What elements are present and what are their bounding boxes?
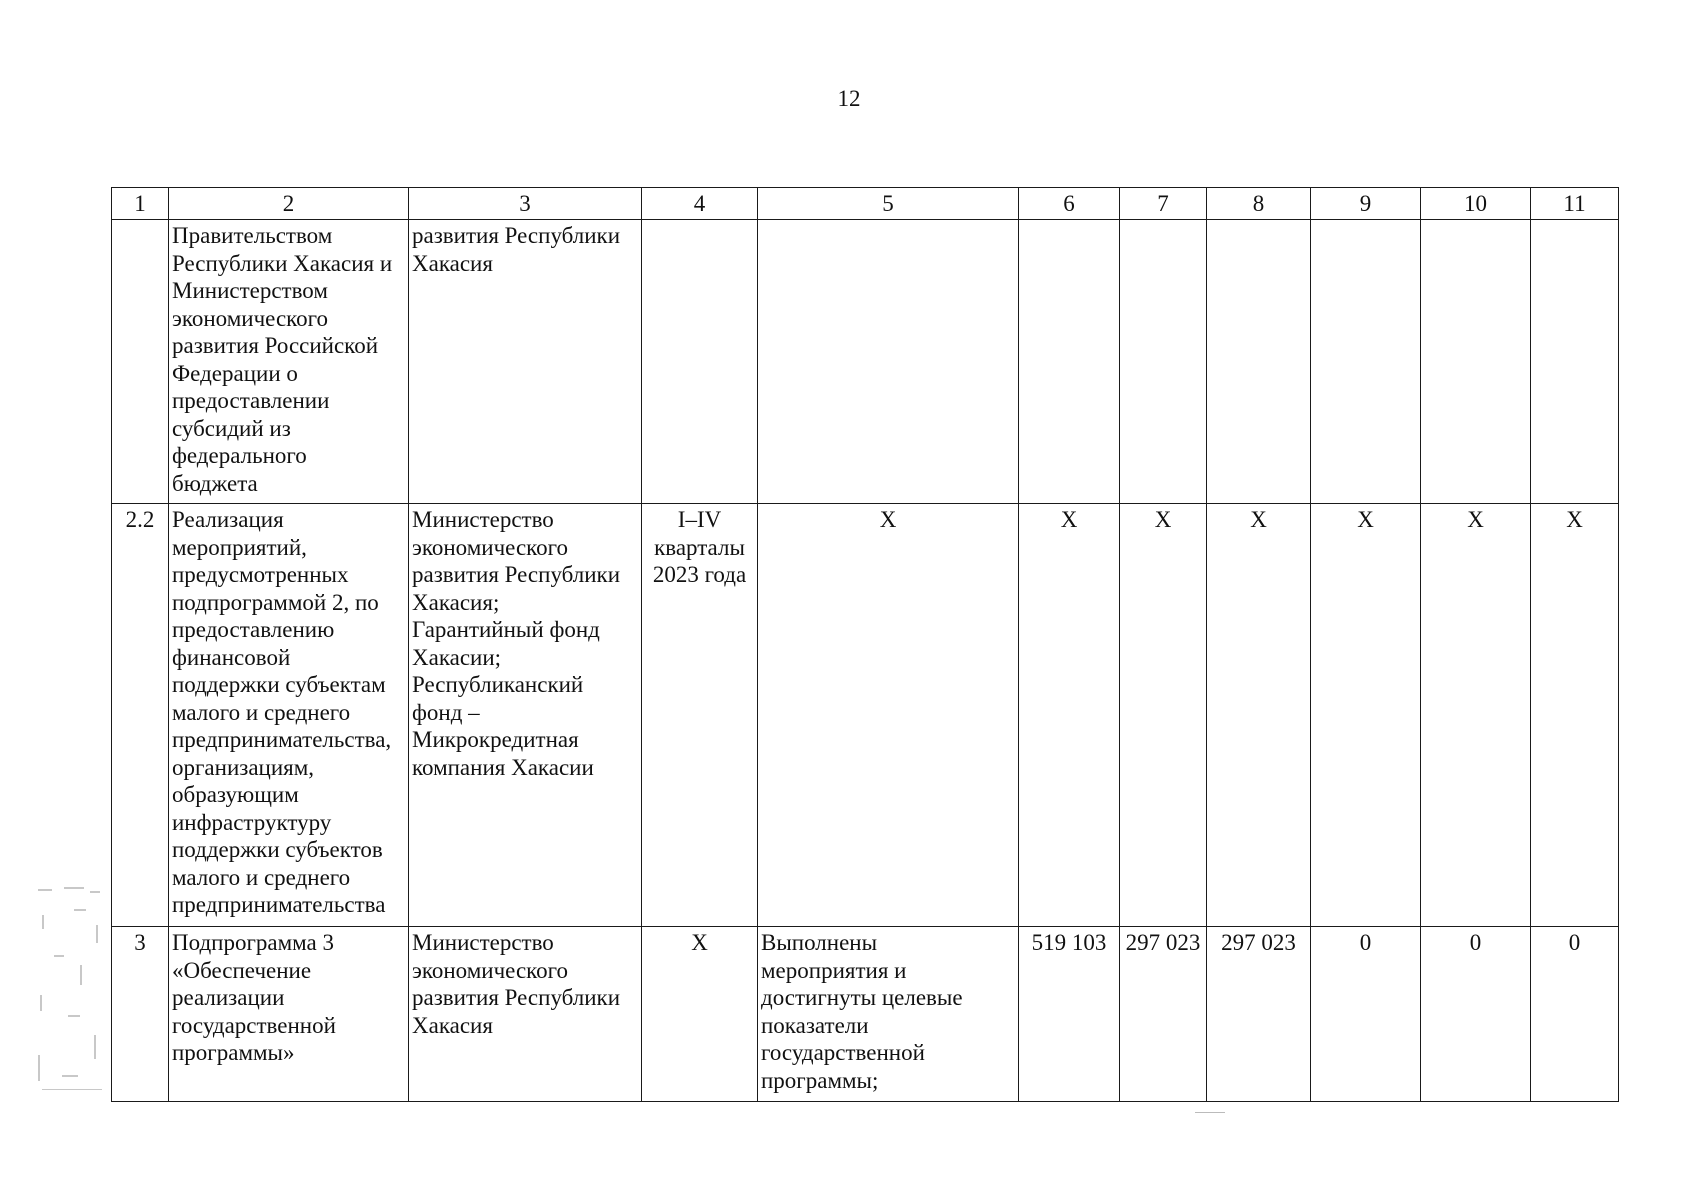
column-header: 9 [1311,188,1421,220]
column-numbers-row [112,188,1619,220]
value-cell [1311,220,1421,504]
value-cell: X [1311,504,1421,927]
value-cell: 519 103 [1019,927,1120,1102]
page-number: 12 [837,86,861,111]
table-row [112,927,1619,1102]
executor-cell: Министерство экономического развития Республики Хакасия [409,927,642,1102]
value-cell: 0 [1531,927,1619,1102]
period-cell [642,220,758,504]
value-cell: 0 [1311,927,1421,1102]
value-cell [1019,220,1120,504]
executor-cell: развития Республики Хакасия [409,220,642,504]
row-number-cell: 2.2 [112,504,169,927]
column-header: 1 [112,188,169,220]
value-cell [1207,220,1311,504]
result-cell [758,220,1019,504]
value-cell: 297 023 [1207,927,1311,1102]
row-number-cell: 3 [112,927,169,1102]
scan-margin-marks [34,885,112,1095]
program-table [111,187,1619,1102]
scan-artifact-line [1195,1112,1225,1113]
column-header: 5 [758,188,1019,220]
value-cell [1120,220,1207,504]
result-cell: Выполнены мероприятия и достигнуты целевые показатели государственной программы; [758,927,1019,1102]
value-cell: X [1421,504,1531,927]
column-header: 10 [1421,188,1531,220]
period-cell: X [642,927,758,1102]
table-row [112,504,1619,927]
period-cell: I–IV кварталы 2023 года [642,504,758,927]
value-cell: X [1120,504,1207,927]
column-header: 3 [409,188,642,220]
row-number-cell [112,220,169,504]
table-row [112,220,1619,504]
value-cell: 0 [1421,927,1531,1102]
activity-name-cell: Правительством Республики Хакасия и Министерством экономического развития Российской Федерации о предоставлении субсидий из федерального бюджета [169,220,409,504]
column-header: 4 [642,188,758,220]
value-cell [1531,220,1619,504]
value-cell: 297 023 [1120,927,1207,1102]
activity-name-cell: Реализация мероприятий, предусмотренных подпрограммой 2, по предоставлению финансовой поддержки субъектам малого и среднего предпринимательства, организациям, образующим инфраструктуру поддержки субъектов малого и среднего предпринимательства [169,504,409,927]
value-cell: X [1019,504,1120,927]
executor-cell: Министерство экономического развития Республики Хакасия; Гарантийный фонд Хакасии; Республиканский фонд – Микрокредитная компания Хакасии [409,504,642,927]
value-cell: X [1531,504,1619,927]
value-cell: X [1207,504,1311,927]
column-header: 11 [1531,188,1619,220]
activity-name-cell: Подпрограмма 3 «Обеспечение реализации государственной программы» [169,927,409,1102]
column-header: 7 [1120,188,1207,220]
value-cell [1421,220,1531,504]
column-header: 6 [1019,188,1120,220]
column-header: 8 [1207,188,1311,220]
result-cell: X [758,504,1019,927]
column-header: 2 [169,188,409,220]
